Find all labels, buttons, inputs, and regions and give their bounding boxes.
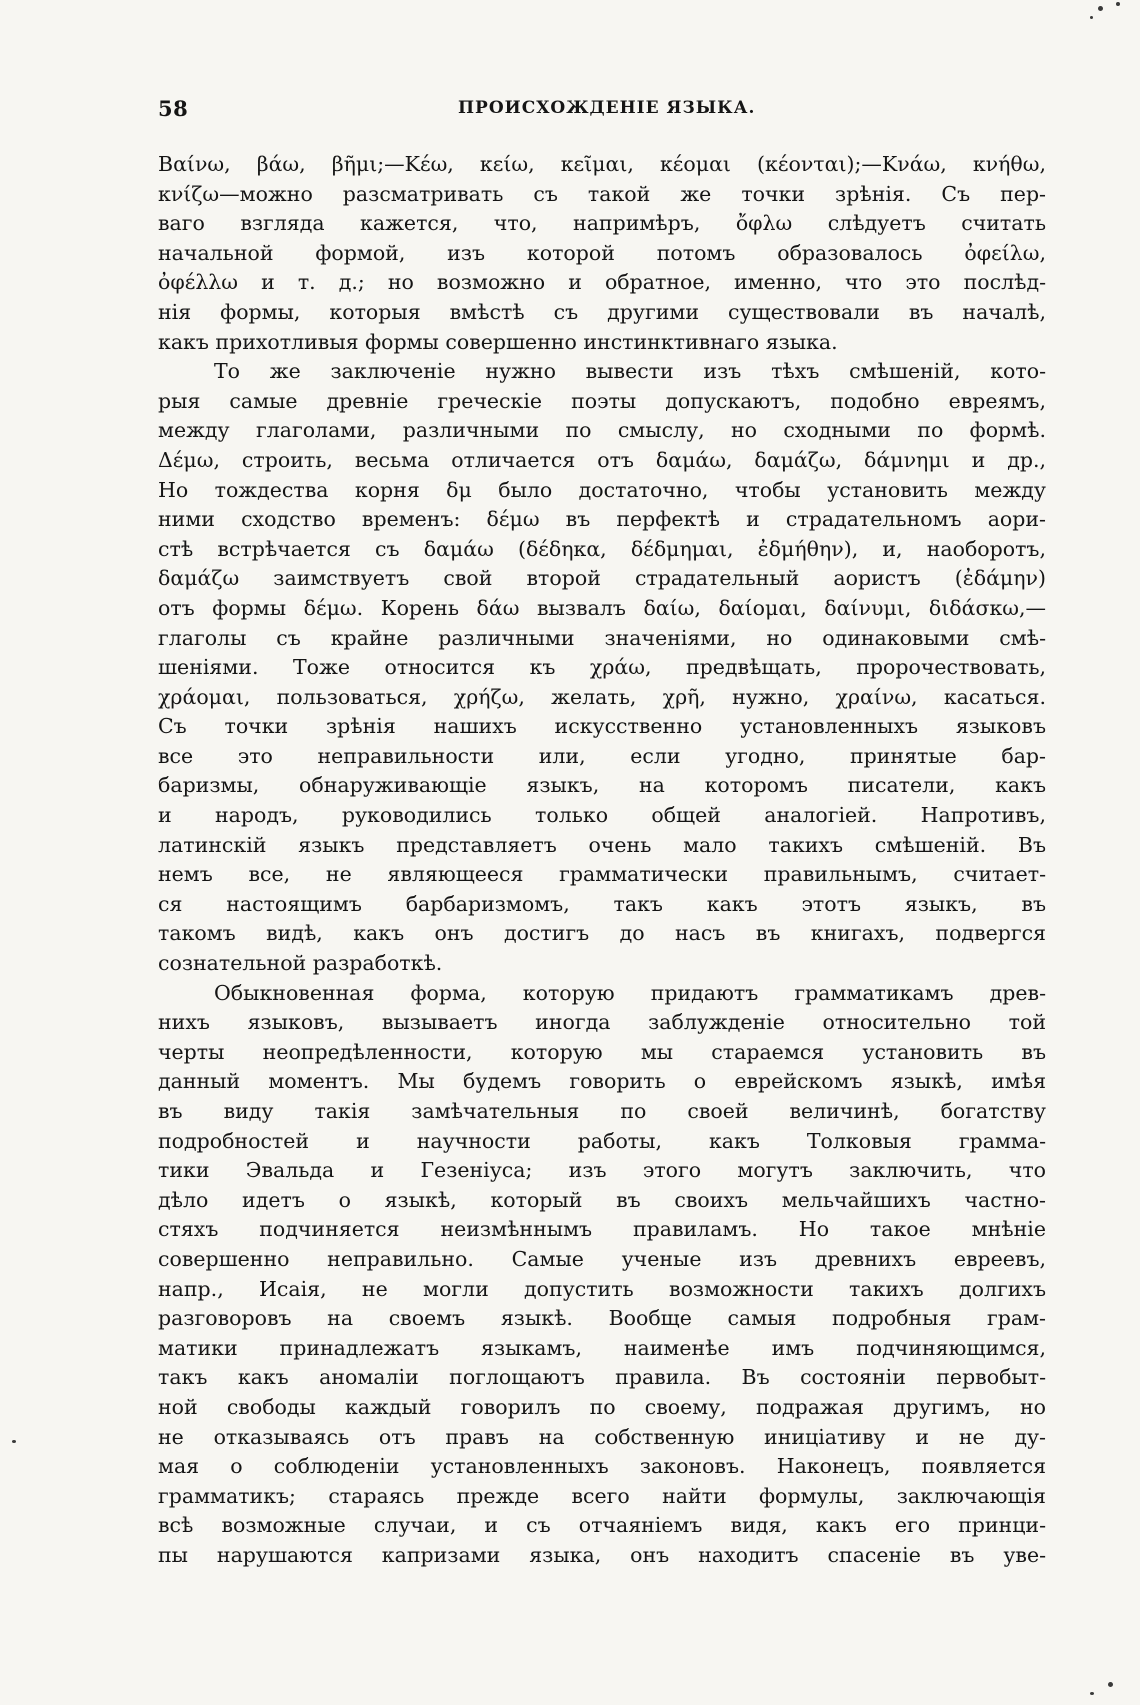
text-line: не отказываясь отъ правъ на собственную иниціативу и не ду- (158, 1424, 1046, 1449)
text-line: такъ какъ аномаліи поглощаютъ правила. Въ состояніи первобыт- (158, 1365, 1046, 1390)
text-line: Но тождества корня δμ было достаточно, чтобы установить между (158, 477, 1046, 502)
scan-speck (12, 1440, 16, 1443)
text-line: ся настоящимъ барбаризмомъ, такъ какъ этотъ языкъ, въ (158, 891, 1046, 916)
text-line: матики принадлежатъ языкамъ, наименѣе имъ подчиняющимся, (158, 1335, 1046, 1360)
text-line: κνίζω—можно разсматривать съ такой же точки зрѣнія. Съ пер- (158, 181, 1046, 206)
text-line: стяхъ подчиняется неизмѣннымъ правиламъ. Но такое мнѣніе (158, 1217, 1046, 1242)
text-line: ваго взгляда кажется, что, напримѣръ, ὄφλω слѣдуетъ считать (158, 211, 1046, 236)
text-line: Съ точки зрѣнія нашихъ искусственно установленныхъ языковъ (158, 714, 1046, 739)
text-line: напр., Исаія, не могли допустить возможности такихъ долгихъ (158, 1276, 1046, 1301)
scan-speck (1090, 1692, 1094, 1695)
text-line: баризмы, обнаруживающіе языкъ, на которомъ писатели, какъ (158, 773, 1046, 798)
text-line: немъ все, не являющееся грамматически правильнымъ, считает- (158, 862, 1046, 887)
body-text (158, 150, 1046, 1571)
text-line: Βαίνω, βάω, βῆμι;—Κέω, κείω, κεῖμαι, κέομαι (κέονται);—Κνάω, κνήθω, (158, 152, 1046, 176)
text-line: пы нарушаются капризами языка, онъ находитъ спасеніе въ уве- (158, 1542, 1046, 1567)
page-header (158, 96, 1058, 126)
text-line: То же заключеніе нужно вывести изъ тѣхъ смѣшеній, кото- (214, 359, 1046, 384)
scan-speck (1090, 16, 1093, 19)
text-line: δαμάζω заимствуетъ свой второй страдательный аористъ (ἐδάμην) (158, 566, 1046, 591)
text-line: все это неправильности или, если угодно, принятые бар- (158, 743, 1046, 768)
text-line: начальной формой, изъ которой потомъ образовалось ὀφείλω, (158, 240, 1046, 265)
text-line: въ виду такія замѣчательныя по своей величинѣ, богатству (158, 1099, 1046, 1123)
scan-speck (1116, 2, 1120, 6)
text-line: глаголы съ крайне различными значеніями, но одинаковыми смѣ- (158, 625, 1046, 650)
text-line: рыя самые древніе греческіе поэты допускаютъ, подобно евреямъ, (158, 388, 1046, 413)
text-line: всѣ возможные случаи, и съ отчаяніемъ видя, какъ его принци- (158, 1513, 1046, 1538)
text-line: сознательной разработкѣ. (158, 951, 443, 976)
text-line: Обыкновенная форма, которую придаютъ грамматикамъ древ- (214, 980, 1046, 1005)
text-line: ὀφέλλω и т. д.; но возможно и обратное, именно, что это послѣд- (158, 270, 1046, 295)
text-line: отъ формы δέμω. Корень δάω вызвалъ δαίω, δαίομαι, δαίνυμι, διδάσκω,— (158, 595, 1046, 620)
running-title: ПРОИСХОЖДЕНІЕ ЯЗЫКА. (458, 98, 756, 118)
text-line: латинскій языкъ представляетъ очень мало такихъ смѣшеній. Въ (158, 832, 1046, 857)
scan-speck (1098, 6, 1103, 11)
text-line: грамматикъ; стараясь прежде всего найти формулы, заключающія (158, 1483, 1046, 1508)
text-line: Δέμω, строить, весьма отличается отъ δαμάω, δαμάζω, δάμνημι и др., (158, 447, 1046, 472)
page-number: 58 (158, 96, 189, 121)
text-line: мая о соблюденіи установленныхъ законовъ. Наконецъ, появляется (158, 1454, 1046, 1479)
text-line: стѣ встрѣчается съ δαμάω (δέδηκα, δέδμημαι, ἐδμήθην), и, наоборотъ, (158, 536, 1046, 561)
text-line: шеніями. Тоже относится къ χράω, предвѣщать, пророчествовать, (158, 655, 1046, 680)
text-line: и народъ, руководились только общей аналогіей. Напротивъ, (158, 803, 1046, 828)
text-line: нія формы, которыя вмѣстѣ съ другими существовали въ началѣ, (158, 299, 1046, 324)
text-line: ной свободы каждый говорилъ по своему, подражая другимъ, но (158, 1394, 1046, 1419)
text-line: χράομαι, пользоваться, χρήζω, желать, χρῆ, нужно, χραίνω, касаться. (158, 684, 1046, 709)
text-line: нихъ языковъ, вызываетъ иногда заблужденіе относительно той (158, 1010, 1046, 1035)
text-line: какъ прихотливыя формы совершенно инстинктивнаго языка. (158, 329, 838, 354)
text-line: дѣло идетъ о языкѣ, который въ своихъ мельчайшихъ частно- (158, 1187, 1046, 1212)
text-line: черты неопредѣленности, которую мы стараемся установить въ (158, 1039, 1046, 1064)
scan-speck (1108, 1682, 1113, 1687)
text-line: разговоровъ на своемъ языкѣ. Вообще самыя подробныя грам- (158, 1306, 1046, 1331)
text-line: данный моментъ. Мы будемъ говорить о еврейскомъ языкѣ, имѣя (158, 1069, 1046, 1094)
text-line: такомъ видѣ, какъ онъ достигъ до насъ въ книгахъ, подвергся (158, 921, 1046, 946)
text-line: тики Эвальда и Гезеніуса; изъ этого могутъ заключить, что (158, 1158, 1046, 1183)
text-line: ними сходство временъ: δέμω въ перфектѣ и страдательномъ аори- (158, 507, 1046, 532)
text-line: совершенно неправильно. Самые ученые изъ древнихъ евреевъ, (158, 1246, 1046, 1271)
text-line: подробностей и научности работы, какъ Толковыя грамма- (158, 1128, 1046, 1153)
text-line: между глаголами, различными по смыслу, но сходными по формѣ. (158, 418, 1046, 443)
